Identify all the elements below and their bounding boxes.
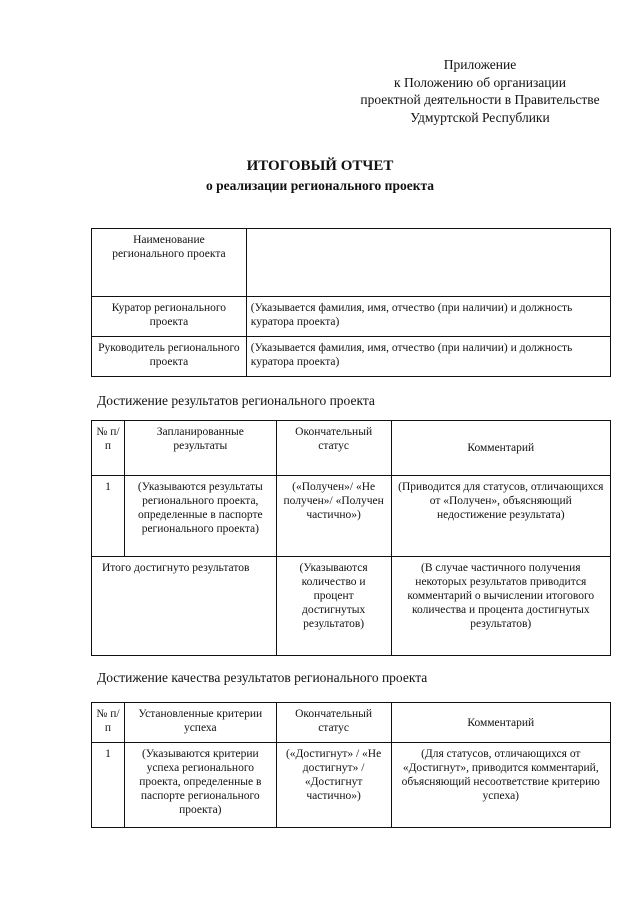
project-info-table — [91, 228, 611, 377]
row-criteria-cell: (Указываются критерии успеха регионального проекта, определенные в паспорте регионального проекта) — [124, 743, 276, 828]
row-status-cell: («Достигнут» / «Не достигнут» / «Достигнут частично») — [276, 743, 391, 828]
info-label-cell — [92, 229, 247, 297]
table-row — [92, 337, 611, 377]
row-comment-cell: (Приводится для статусов, отличающихся от «Получен», объясняющий недостижение результата) — [391, 476, 610, 557]
info-value-cell — [246, 229, 610, 297]
info-label-cell — [92, 297, 247, 337]
header-cell-status: Окончательный статус — [276, 421, 391, 476]
table-total-row — [92, 557, 611, 656]
info-label: Руководитель регионального проекта — [98, 342, 240, 368]
row-status-cell: («Получен»/ «Не получен»/ «Получен частично») — [276, 476, 391, 557]
table-row — [92, 476, 611, 557]
table-row — [92, 297, 611, 337]
appendix-header — [330, 56, 630, 126]
quality-section-heading: Достижение качества результатов регионального проекта — [97, 670, 428, 685]
quality-table — [91, 702, 611, 828]
row-comment-cell: (Для статусов, отличающихся от «Достигнут», приводится комментарий, объясняющий несоответствие критерию успеха) — [391, 743, 610, 828]
table-header-row — [92, 421, 611, 476]
table-row — [92, 743, 611, 828]
total-comment-cell: (В случае частичного получения некоторых результатов приводится комментарий о вычислении итогового количества и процента достигнутых результатов) — [391, 557, 610, 656]
header-cell-status: Окончательный статус — [276, 703, 391, 743]
table-header-row — [92, 703, 611, 743]
appendix-line: проектной деятельности в Правительстве — [360, 92, 600, 107]
row-num-cell: 1 — [92, 743, 125, 828]
table-row — [92, 229, 611, 297]
document-subtitle: о реализации регионального проекта — [205, 178, 435, 193]
appendix-line: к Положению об организации — [394, 74, 566, 90]
appendix-line: Приложение — [443, 57, 517, 72]
info-value: (Указывается фамилия, имя, отчество (при наличии) и должность куратора проекта) — [250, 342, 573, 368]
row-num-cell: 1 — [92, 476, 125, 557]
header-cell-results: Запланированные результаты — [124, 421, 276, 476]
header-cell-comment: Комментарий — [391, 703, 610, 743]
header-cell-comment: Комментарий — [391, 421, 610, 476]
document-title: ИТОГОВЫЙ ОТЧЕТ — [246, 158, 394, 174]
info-label: Наименование регионального проекта — [112, 234, 226, 260]
info-label: Куратор регионального проекта — [111, 302, 227, 328]
header-cell-num: № п/п — [92, 703, 125, 743]
results-table — [91, 420, 611, 656]
total-label-cell: Итого достигнуто результатов — [92, 557, 277, 656]
info-value-cell — [246, 297, 610, 337]
info-value: (Указывается фамилия, имя, отчество (при наличии) и должность куратора проекта) — [250, 302, 573, 328]
header-cell-num: № п/п — [92, 421, 125, 476]
info-value-cell — [246, 337, 610, 377]
header-cell-criteria: Установленные критерии успеха — [124, 703, 276, 743]
info-label-cell — [92, 337, 247, 377]
appendix-line: Удмуртской Республики — [410, 109, 550, 125]
total-status-cell: (Указываются количество и процент достигнутых результатов) — [276, 557, 391, 656]
row-result-cell: (Указываются результаты регионального проекта, определенные в паспорте регионального проекта) — [124, 476, 276, 557]
results-section-heading: Достижение результатов регионального проекта — [97, 393, 375, 408]
